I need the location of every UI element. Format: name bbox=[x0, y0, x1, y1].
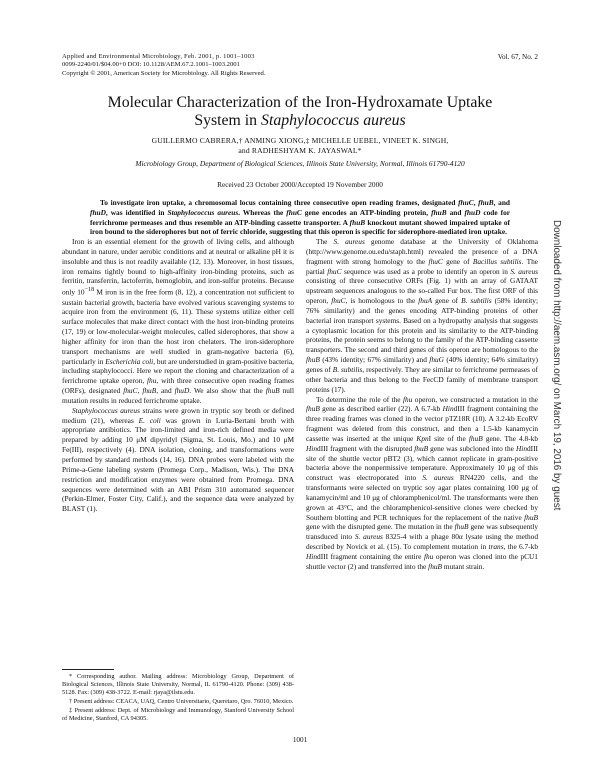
article-title bbox=[62, 94, 538, 130]
text: null mutation results in reduced ferrichrome uptake. bbox=[62, 386, 295, 405]
authors-line-2: and RADHESHYAM K. JAYASWAL* bbox=[238, 146, 362, 156]
abstract-text: and bbox=[446, 207, 465, 217]
text: operon, we constructed a mutation in the bbox=[412, 394, 539, 404]
journal-header bbox=[62, 53, 265, 78]
gene-name: fhuB bbox=[142, 386, 157, 396]
affiliation: Microbiology Group, Department of Biological Sciences, Illinois State University, Normal, Illinois 61790-4120 bbox=[135, 159, 465, 168]
species-name: S. aureus bbox=[510, 266, 538, 276]
footnote-address-1: † Present address: CEACA, UAQ, Centro Universitario, Queretaro, Qro. 76010, Mexico. bbox=[69, 698, 294, 705]
text: gene with the disrupted gene. The mutation in the bbox=[306, 522, 455, 532]
text: sequence was used as a probe to identify an operon in bbox=[341, 266, 511, 276]
gene-name: fhuG bbox=[429, 355, 444, 365]
gene-name: fhuB bbox=[349, 217, 366, 227]
body-column-right bbox=[306, 237, 538, 572]
footnotes bbox=[62, 673, 294, 724]
gene-name: fhuC bbox=[123, 386, 138, 396]
gene-name: fhuD bbox=[464, 207, 481, 217]
title-line-2 bbox=[62, 112, 538, 130]
text: (58% identity; 76% similarity) and the genes encoding ATP-binding proteins of other bacterial iron transport systems. Based on a hydropathy analysis that suggests a cytoplasmic location for this protein and its similarity to the ATP-binding proteins, the protein seems to belong to the family of the ATP-binding cassette transporters. The second and third genes of this operon are homologous to the bbox=[306, 296, 538, 355]
text: gene of bbox=[442, 256, 473, 266]
species-name: S. aureus bbox=[354, 532, 383, 542]
text: I site of the bbox=[428, 433, 469, 443]
abstract-text: . Whereas the bbox=[238, 207, 287, 217]
text: , with three consecutive open reading frames (ORFs), designated bbox=[62, 376, 295, 396]
species-name: B. subtilis bbox=[461, 296, 492, 306]
gene-name: fhuB bbox=[431, 207, 447, 217]
text: gene was subcloned into the bbox=[428, 443, 516, 453]
gene-name: fhuB bbox=[478, 198, 494, 207]
text: , the 6.7-kb bbox=[503, 542, 538, 552]
body-paragraph: The S. aureus genome database at the University of Oklahoma (http://www.genome.ou.edu/staph.html) revealed the presence of a DNA fragment with strong homology to the fhuC gene of Bacillus subtilis. The partial fhuC sequence was used as a probe to identify an operon in S. aureus consisting of three consecutive ORFs (Fig. 1) with an array of GATAAT upstream sequences analogous to the so-called Fur box. The first ORF of this operon, fhuC, is homologous to the fhuA gene of B. subtilis (58% identity; 76% similarity) and the genes encoding ATP-binding proteins of other bacterial iron transport systems. Based on a hydropathy analysis that suggests a cytoplasmic location for this protein and its similarity to the ATP-binding proteins, the protein seems to belong to the family of the ATP-binding cassette transporters. The second and third genes of this operon are homologous to the fhuB (43% identity; 67% similarity) and fhuG (40% identity; 64% similarity) genes of B. subtilis, respectively. They are similar to ferrichrome permeases of other bacteria and thus belong to the FecCD family of membrane transport proteins (17). bbox=[306, 237, 539, 394]
species-name: S. aureus bbox=[333, 237, 365, 246]
gene-name: fhuC bbox=[458, 198, 474, 207]
text: , is homologous to the bbox=[345, 296, 419, 306]
title-species: Staphylococcus aureus bbox=[261, 112, 406, 129]
text: genome database at the University of Oklahoma (http://www.genome.ou.edu/staph.html) revealed the presence of a DNA fragment with strong homology to the bbox=[306, 237, 538, 266]
enzyme-name: Kpn bbox=[416, 433, 429, 443]
text: strains were grown in tryptic soy broth or defined medium (21), whereas bbox=[62, 405, 295, 425]
italic-term: trans bbox=[488, 542, 504, 552]
received-dates: Received 23 October 2000/Accepted 19 November 2000 bbox=[217, 180, 383, 189]
download-watermark[interactable]: Downloaded from http://aem.asm.org/ on March 19, 2016 by guest bbox=[551, 220, 562, 511]
gene-name: fhuB bbox=[524, 512, 538, 522]
copyright-line: Copyright © 2001, American Society for Microbiology. All Rights Reserved. bbox=[62, 69, 266, 77]
enzyme-name: Hin bbox=[306, 552, 318, 561]
page-number: 1001 bbox=[292, 736, 308, 744]
text: 8325-4 with a phage 80α lysate using the method described by Novick et al. (15). To complement mutation in bbox=[306, 532, 538, 552]
abstract-text: To investigate iron uptake, a chromosomal locus containing three consecutive open reading frames, designated bbox=[100, 198, 459, 207]
body-paragraph bbox=[306, 395, 538, 572]
text: dIII fragment containing the entire bbox=[317, 552, 424, 561]
species-name: Escherichia coli bbox=[105, 356, 154, 366]
text: operon was cloned into the pCU1 shuttle vector (2) and transferred into the bbox=[306, 552, 538, 571]
gene-name: fhuB bbox=[414, 443, 429, 453]
enzyme-name: Hin bbox=[515, 443, 527, 453]
text: gene as described earlier (22). A 6.7-kb bbox=[319, 404, 443, 414]
gene-name: fhuD bbox=[174, 386, 190, 396]
text: , but are understudied in gram-positive bacteria, including staphylococci. Here we report the cloning and characterization of a ferrichrome uptake operon, bbox=[62, 356, 294, 386]
gene-name: fhuA bbox=[418, 296, 433, 306]
gene-name: fhuB bbox=[265, 386, 280, 396]
title-prefix: System in bbox=[194, 112, 262, 129]
text: gene was subsequently transduced into bbox=[306, 522, 539, 542]
author-list bbox=[62, 136, 538, 157]
abstract-text: code for ferrichrome permeases and thus resemble an ATP-binding cassette transporter. A bbox=[90, 207, 511, 227]
species-name: B. subtilis bbox=[332, 364, 363, 374]
enzyme-name: Hin bbox=[306, 443, 318, 453]
title-line-1: Molecular Characterization of the Iron-Hydroxamate Uptake bbox=[107, 94, 493, 111]
gene-name: fhuB bbox=[428, 561, 443, 571]
issn-doi-line: 0099-2240/01/$04.00+0 DOI: 10.1128/AEM.67.2.1001–1003.2001 bbox=[62, 61, 240, 69]
abstract-text: , bbox=[473, 198, 479, 207]
abstract-text: gene encodes an ATP-binding protein, bbox=[301, 207, 432, 217]
text: Iron is an essential element for the growth of living cells, and although abundant in nature, under aerobic conditions and at neutral or alkaline pH it is insoluble and thus is not readily available (12, 13). Moreover, in host tissues, iron remains tightly bound to high-affinity iron-binding proteins, such as ferritin, transferrin, lactoferrin, hemoglobin, and iron-sulfur proteins. Because only 10 bbox=[62, 237, 294, 297]
body-column-left bbox=[62, 237, 294, 514]
gene-name: fhuB bbox=[454, 522, 469, 532]
text: consisting of three consecutive ORFs (Fig. 1) with an array of GATAAT upstream sequences analogous to the so-called Fur box. The first ORF of this operon, bbox=[306, 276, 538, 306]
gene-name: fhuB bbox=[306, 404, 320, 414]
gene-name: fhuB bbox=[306, 355, 320, 365]
text: , respectively. They are similar to ferrichrome permeases of other bacteria and thus belong to the FecCD family of membrane transport proteins (17). bbox=[306, 364, 539, 394]
text: , and bbox=[156, 386, 175, 396]
gene-name: fhu bbox=[147, 376, 157, 386]
gene-name: fhu bbox=[403, 394, 413, 404]
body-paragraph bbox=[62, 237, 294, 406]
text: dIII fragment containing the three reading frames was cloned in the vector pTZ18R (10). A 3.2-kb EcoRV fragment was deleted from this construct, and then a 1.5-kb kanamycin cassette was inserted at the unique bbox=[306, 404, 539, 443]
text: dIII fragment with the disrupted bbox=[317, 443, 415, 453]
text: (40% identity; 64% similarity) genes of bbox=[306, 355, 538, 374]
volume-issue: Vol. 67, No. 2 bbox=[497, 53, 538, 61]
text: To determine the role of the bbox=[316, 394, 403, 404]
gene-name: fhu bbox=[423, 552, 434, 561]
text: mutant strain. bbox=[442, 561, 485, 571]
text: , bbox=[137, 386, 143, 396]
species-name: Staphylococcus aureus bbox=[167, 207, 239, 217]
exponent: −18 bbox=[84, 287, 95, 294]
gene-name: fhuB bbox=[468, 433, 483, 443]
gene-name: fhuD bbox=[90, 207, 106, 217]
species-name: Staphylococcus aureus bbox=[72, 405, 140, 415]
abstract-text: , and bbox=[493, 198, 511, 207]
gene-name: fhuC bbox=[331, 296, 346, 306]
species-name: S. aureus bbox=[422, 473, 454, 483]
text: . We also show that the bbox=[189, 386, 266, 396]
enzyme-name: Hin bbox=[442, 404, 454, 414]
abstract bbox=[90, 198, 510, 237]
text: RN4220 cells, and the transformants were selected on tryptic soy agar plates containing 100 μg of kanamycin/ml and 10 μg of chloramphenicol/ml. The transformants were then grown at 43°C, and the chloramphenicol-sensitive clones were checked by Southern blotting and PCR techniques for the replacement of the native bbox=[306, 473, 539, 522]
text: was grown in Luria-Bertani broth with appropriate antibiotics. The iron-limited and iron-rich defined media were prepared by adding 10 μM dipyridyl (Sigma, St. Louis, Mo.) and 10 μM Fe(III), respectively (4). DNA isolation, cloning, and transformations were performed by standard methods (14, 16). DNA probes were labeled with the Prime-a-Gene labeling system (Promega Corp., Madison, Wis.). The DNA restriction and modification enzymes were obtained from Promega. DNA sequences were determined with an ABI Prism 310 automated sequencer (Perkin-Elmer, Foster City, Calif.), and the sequence data were analyzed by BLAST (1). bbox=[62, 415, 294, 514]
footnote-address-2: ‡ Present address: Dept. of Microbiology and Immunology, Stanford University School of Medicine, Stanford, CA 94305. bbox=[62, 707, 294, 722]
text: (43% identity; 67% similarity) and bbox=[319, 355, 430, 365]
abstract-text: , was identified in bbox=[105, 207, 168, 217]
text: dIII site of the shuttle vector pBT2 (3), which cannot replicate in gram-positive bacteria above the nonpermissive temperature. Approximately 10 μg of this construct was electroporated into bbox=[306, 443, 538, 483]
text: M iron is in the free form (8, 12), a concentration not sufficient to sustain bacterial growth, bacteria have evolved various scavenging systems to acquire iron from the environment (6, 11). These systems utilize either cell surface molecules that make direct contact with the host iron-binding proteins (17, 19) or low-molecular-weight molecules, called siderophores, that show a higher affinity for iron than the host iron chelaters. The iron-siderophore transport mechanisms are well studied in gram-negative bacteria (6), particularly in bbox=[62, 287, 294, 366]
body-paragraph bbox=[62, 406, 294, 514]
text: . The partial bbox=[306, 256, 539, 276]
text: gene. The 4.8-kb bbox=[482, 433, 538, 443]
gene-name: fhuC bbox=[327, 266, 342, 276]
journal-citation: Applied and Environmental Microbiology, Feb. 2001, p. 1001–1003 bbox=[62, 53, 255, 60]
authors-line-1: GUILLERMO CABRERA,† ANMING XIONG,‡ MICHELLE UEBEL, VINEET K. SINGH, bbox=[151, 136, 449, 145]
species-name: Bacillus subtilis bbox=[472, 256, 522, 266]
footnote-corresponding: * Corresponding author. Mailing address: Microbiology Group, Department of Biological Sciences, Illinois State University, Normal, IL 61790-4120. Phone: (309) 438-5128. Fax: (309) 438-3722. E-mail: rjaya@ilstu.edu. bbox=[62, 673, 294, 696]
abstract-text: knockout mutant showed impaired uptake of iron bound to the siderophores but not of ferric chloride, suggesting that this operon is specific for siderophore-mediated iron uptake. bbox=[90, 217, 510, 237]
gene-name: fhuC bbox=[428, 256, 443, 266]
gene-name: fhuC bbox=[286, 207, 302, 217]
footnote-rule bbox=[62, 669, 114, 670]
text: gene of bbox=[432, 296, 462, 306]
species-name: E. coli bbox=[138, 415, 161, 425]
